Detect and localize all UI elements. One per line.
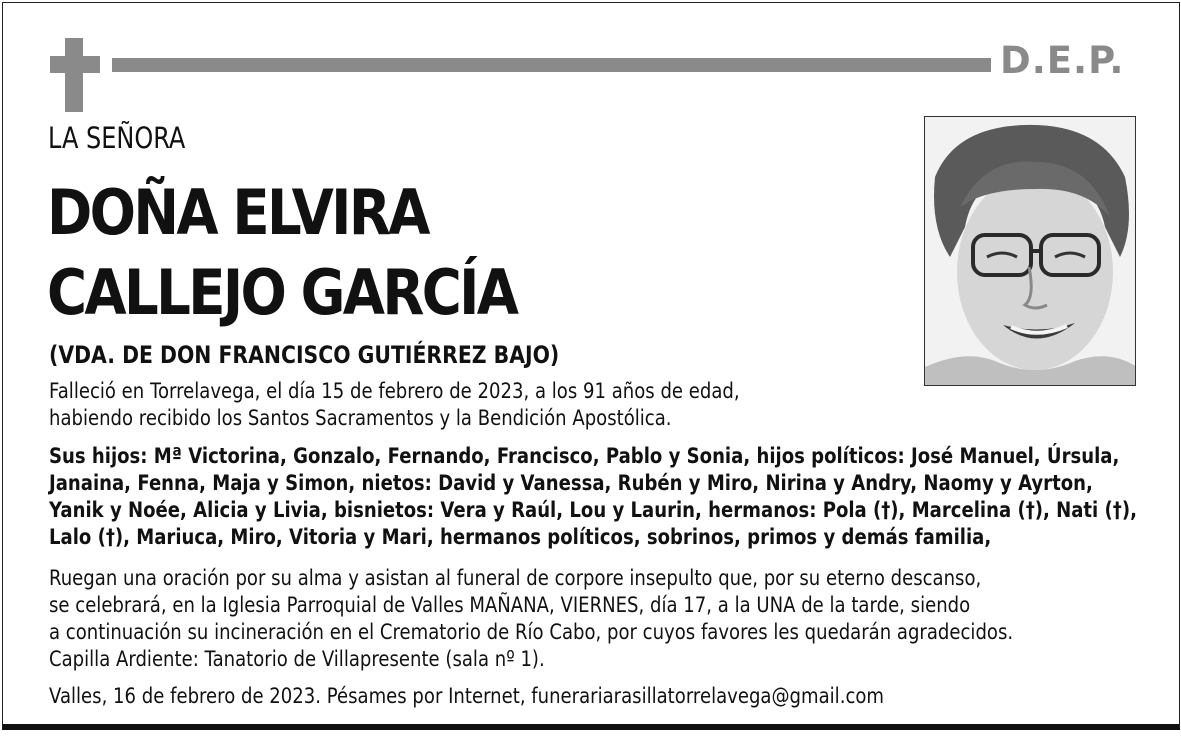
ceremony-info — [49, 565, 1141, 673]
widow-of: (VDA. DE DON FRANCISCO GUTIÉRREZ BAJO) — [49, 341, 560, 369]
name-line-1: DOÑA ELVIRA — [47, 176, 428, 249]
footer-line: Valles, 16 de febrero de 2023. Pésames por Internet, funerariarasillatorrelavega@gmail.com — [49, 684, 885, 709]
obituary-card — [2, 2, 1180, 730]
ceremony-line: se celebrará, en la Iglesia Parroquial de Valles MAÑANA, VIERNES, día 17, a la UNA de la tarde, siendo — [49, 593, 971, 618]
honorific: LA SEÑORA — [48, 121, 186, 155]
family-line: Lalo (†), Mariuca, Miro, Vitoria y Mari, hermanos políticos, sobrinos, primos y demás familia, — [49, 525, 992, 550]
deceased-name — [47, 173, 516, 333]
ceremony-line: Ruegan una oración por su alma y asistan al funeral de corpore insepulto que, por su eterno descanso, — [49, 566, 982, 591]
death-info-line: habiendo recibido los Santos Sacramentos y la Bendición Apostólica. — [49, 406, 672, 431]
name-line-2: CALLEJO GARCÍA — [47, 256, 517, 329]
header-rule — [112, 58, 991, 72]
family-line: Yanik y Noée, Alicia y Livia, bisnietos: Vera y Raúl, Lou y Laurin, hermanos: Pola (†), Marcelina (†), Nati (†), — [49, 498, 1137, 523]
family-line: Sus hijos: Mª Victorina, Gonzalo, Fernando, Francisco, Pablo y Sonia, hijos políticos: José Manuel, Úrsula, — [49, 444, 1120, 469]
cross-icon — [65, 38, 83, 112]
death-info — [49, 378, 1141, 432]
family-line: Janaina, Fenna, Maja y Simon, nietos: David y Vanessa, Rubén y Miro, Nirina y Andry, Naomy y Ayrton, — [49, 471, 1093, 496]
ceremony-line: Capilla Ardiente: Tanatorio de Villapresente (sala nº 1). — [49, 647, 545, 672]
portrait-icon — [925, 117, 1136, 386]
family-list — [49, 443, 1141, 551]
death-info-line: Falleció en Torrelavega, el día 15 de febrero de 2023, a los 91 años de edad, — [49, 379, 740, 404]
dep-label: D.E.P. — [1000, 39, 1125, 82]
portrait-photo — [924, 116, 1136, 386]
ceremony-line: a continuación su incineración en el Crematorio de Río Cabo, por cuyos favores les quedarán agradecidos. — [49, 620, 1014, 645]
cross-icon-bar — [50, 56, 100, 73]
footer — [49, 683, 1141, 710]
